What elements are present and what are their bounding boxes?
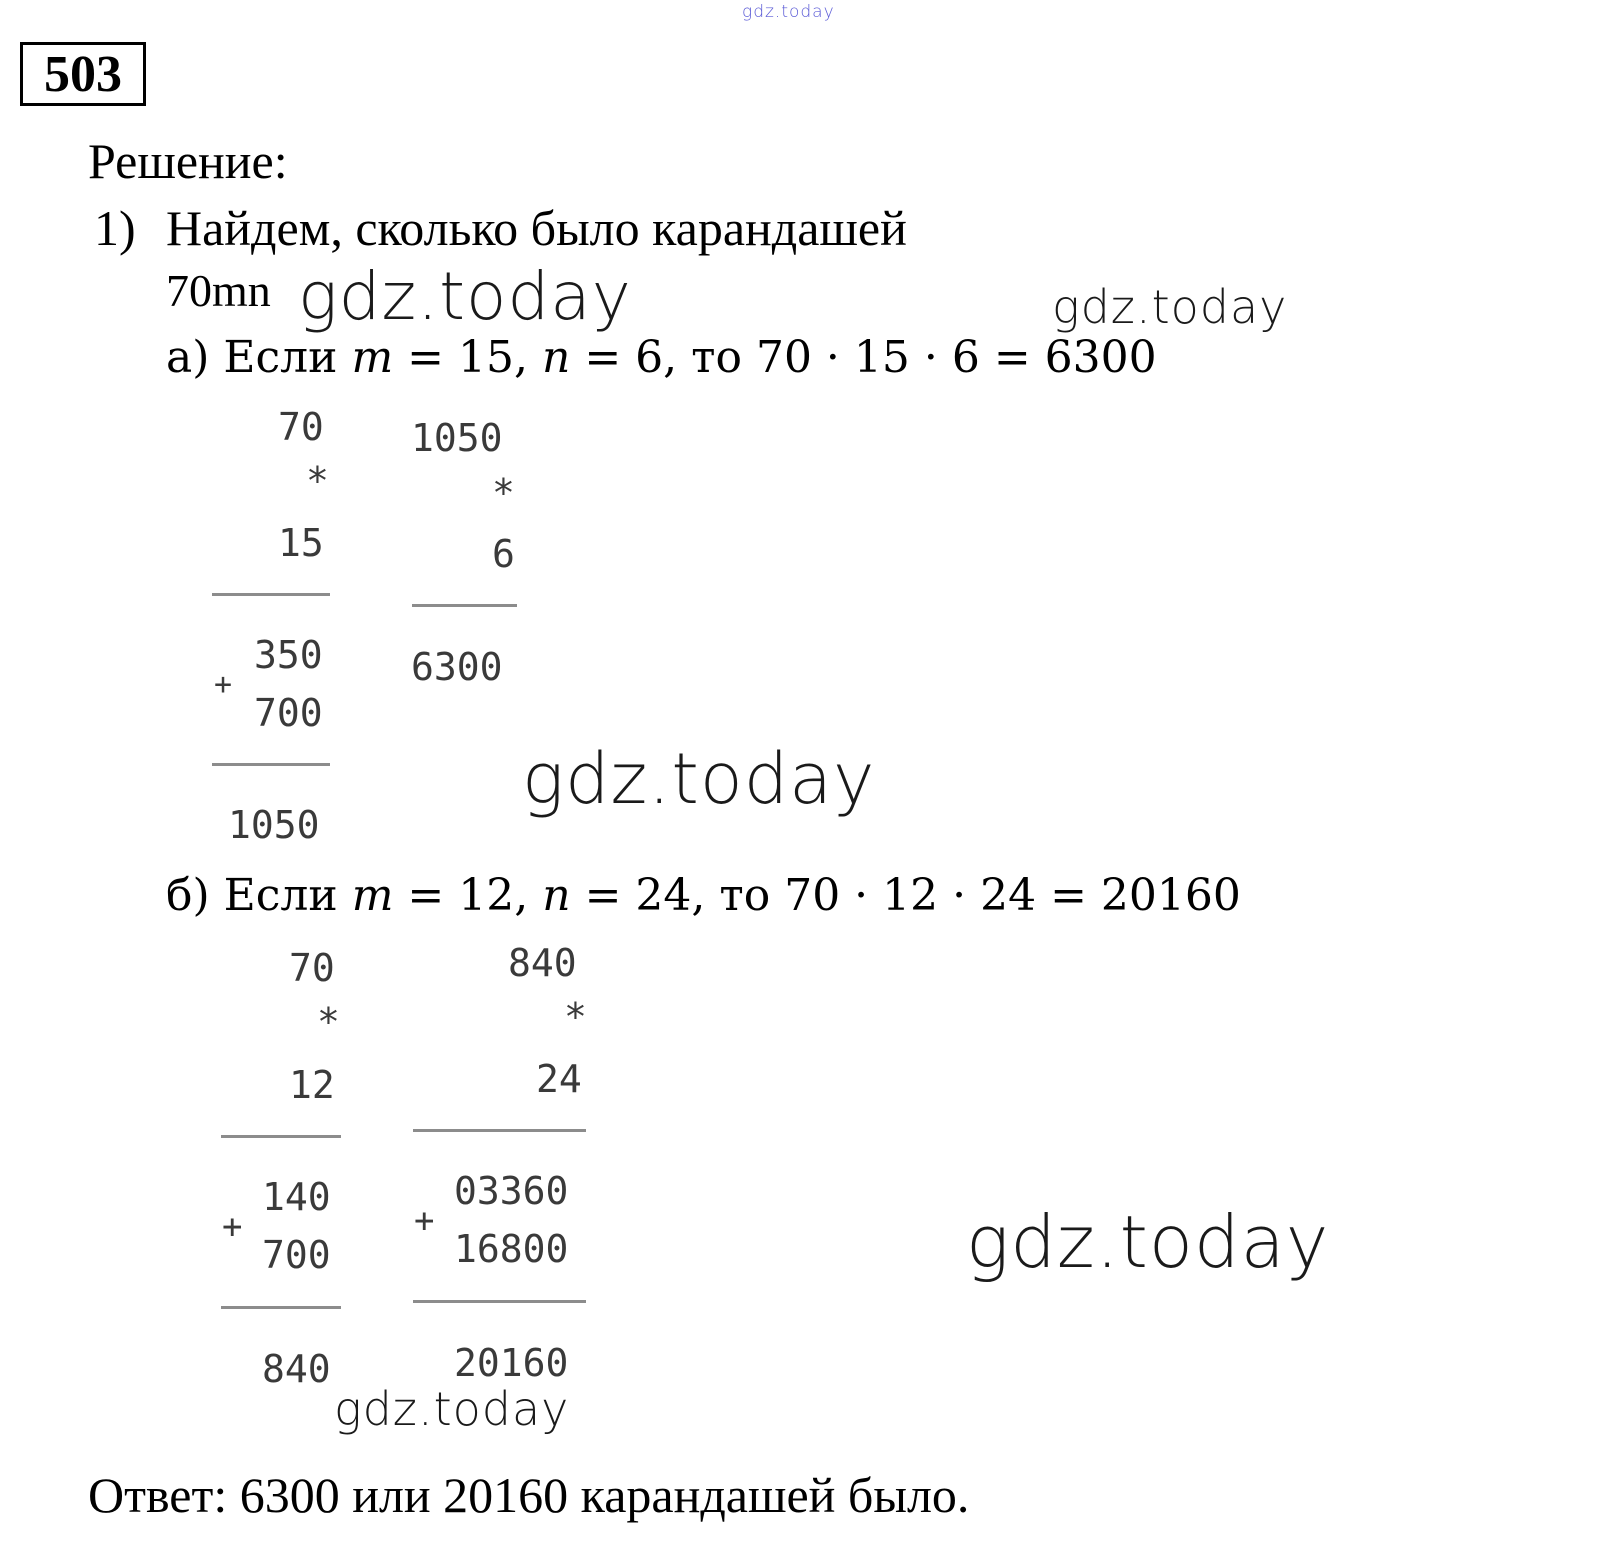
calc-b1-multiplier: 12 (289, 1063, 335, 1107)
calc-a2-operator: * (492, 471, 515, 515)
calc-b1-partial2: 700 (262, 1233, 331, 1277)
calc-b2-partial1: 03360 (454, 1169, 569, 1213)
calc-b1-partial1: 140 (262, 1175, 331, 1219)
calc-b1-result: 840 (262, 1347, 331, 1391)
calc-b1-rule (221, 1306, 341, 1309)
calc-b2-result: 20160 (454, 1341, 569, 1385)
calc-a1-partial2: 700 (254, 691, 323, 735)
calc-b1-rule (221, 1135, 341, 1138)
calc-b2-rule (413, 1129, 586, 1132)
step-text: Найдем, сколько было карандашей (166, 200, 907, 256)
calc-a1-plus: + (214, 667, 233, 702)
calc-b1-multiplicand: 70 (289, 946, 335, 990)
step-number: 1) (94, 200, 136, 256)
calc-a2-result: 6300 (411, 645, 503, 689)
calc-b2-plus: + (414, 1201, 435, 1241)
part-b-label: б) Если (166, 870, 338, 921)
calc-b2-multiplier: 24 (536, 1057, 582, 1101)
calc-a2-multiplicand: 1050 (411, 416, 503, 460)
calc-a2-multiplier: 6 (492, 532, 515, 576)
calc-b2-partial2: 16800 (454, 1227, 569, 1271)
calc-a2-rule (412, 604, 517, 607)
calc-b2-multiplicand: 840 (508, 941, 577, 985)
calc-b1-operator: * (317, 1000, 340, 1044)
calc-a1-rule (212, 763, 330, 766)
calc-a1-multiplier: 15 (278, 521, 324, 565)
var-n: n (542, 870, 571, 921)
calc-b2-rule (413, 1300, 586, 1303)
watermark-top: gdz.today (742, 2, 835, 22)
part-a-eq-m: = 15, (393, 332, 542, 383)
task-number: 503 (20, 42, 146, 106)
watermark: gdz.today (334, 1382, 570, 1436)
watermark: gdz.today (966, 1200, 1330, 1284)
var-m: m (351, 870, 394, 921)
part-b-eq-n: = 24, то 70 · 12 · 24 = 20160 (570, 870, 1241, 921)
part-b-eq-m: = 12, (393, 870, 543, 921)
watermark: gdz.today (522, 738, 876, 820)
calc-a1-operator: * (306, 459, 329, 503)
solution-label: Решение: (88, 133, 288, 189)
calc-a1-multiplicand: 70 (278, 405, 324, 449)
calc-a1-partial1: 350 (254, 633, 323, 677)
calc-b2-operator: * (564, 995, 587, 1039)
watermark: gdz.today (298, 258, 632, 335)
answer: Ответ: 6300 или 20160 карандашей было. (88, 1467, 970, 1523)
step-formula: 70mn (166, 265, 271, 316)
watermark: gdz.today (1052, 280, 1288, 334)
calc-b1-plus: + (222, 1207, 243, 1247)
part-a-label: а) Если (166, 332, 338, 383)
part-a-eq-n: = 6, то 70 · 15 · 6 = 6300 (570, 332, 1157, 383)
part-b-statement (166, 870, 1241, 921)
var-m: m (351, 332, 394, 383)
var-n: n (541, 332, 571, 383)
calc-a1-result: 1050 (228, 803, 320, 847)
part-a-statement (166, 332, 1157, 383)
calc-a1-rule (212, 593, 330, 596)
